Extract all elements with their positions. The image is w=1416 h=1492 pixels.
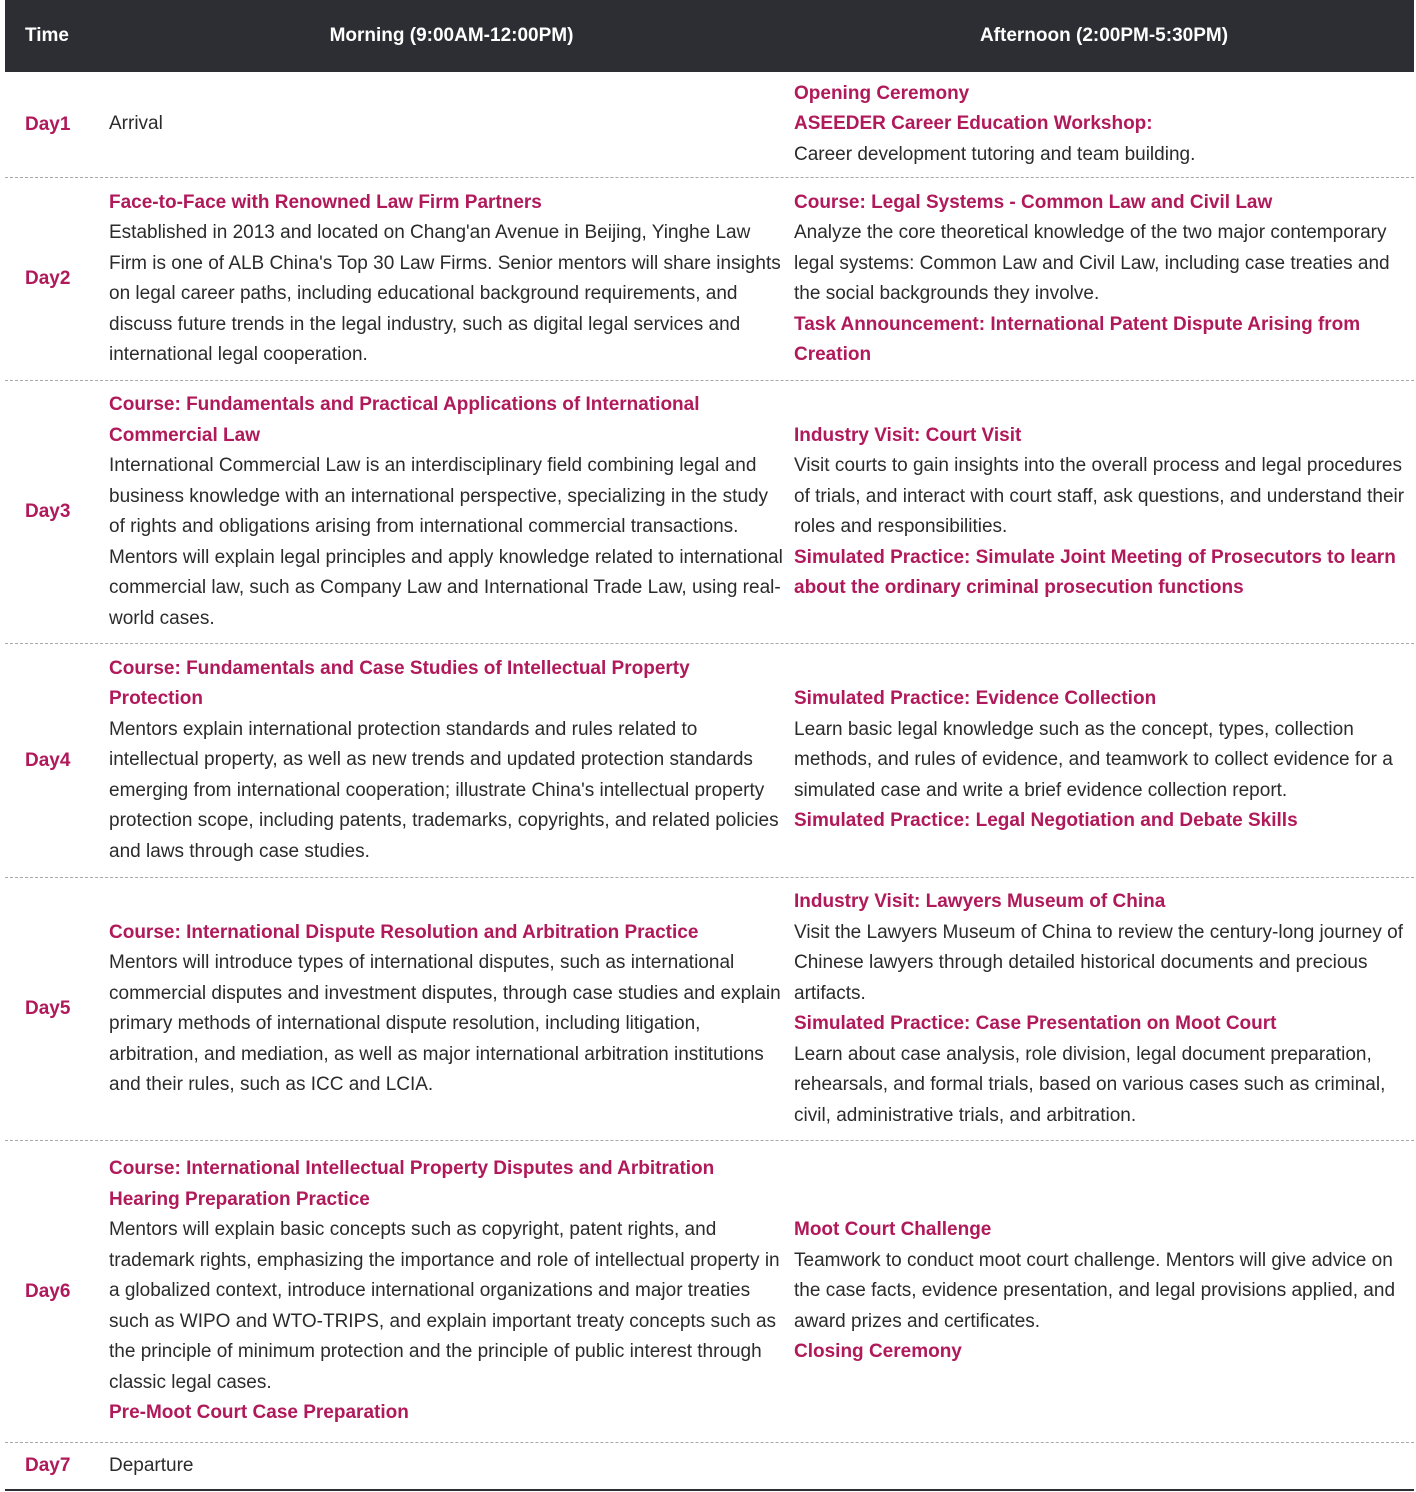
activity-description: Learn basic legal knowledge such as the concept, types, collection methods, and rules of evidence, and teamwork to collect evidence for a simulated case and write a brief evidence collection report. xyxy=(794,718,1393,801)
day-label: Day1 xyxy=(25,113,71,135)
activity-title: Industry Visit: Lawyers Museum of China xyxy=(794,891,1166,912)
day-label: Day7 xyxy=(25,1455,71,1476)
afternoon-cell xyxy=(794,79,1414,171)
table-body xyxy=(5,72,1414,1491)
activity-title: Opening Ceremony xyxy=(794,82,970,104)
header-time: Time xyxy=(25,25,70,46)
morning-cell xyxy=(109,1451,794,1482)
day-label: Day2 xyxy=(25,268,71,289)
activity-title: Pre-Moot Court Case Preparation xyxy=(109,1402,409,1424)
morning-cell xyxy=(109,1154,794,1429)
morning-cell xyxy=(109,109,794,140)
table-row xyxy=(5,381,1414,644)
activity-description: International Commercial Law is an interdisciplinary field combining legal and business knowledge with an international perspective, specializing in the study of rights and obligations arising from international commercial transactions. Mentors will explain legal principles and apply knowledge related to international commercial law, such as Company Law and International Trade Law, using real-world cases. xyxy=(109,455,783,629)
activity-description: Mentors will introduce types of international disputes, such as international commercial disputes and investment disputes, through case studies and explain primary methods of international dispute resolution, including litigation, arbitration, and mediation, as well as major international arbitration institutions and their rules, such as ICC and LCIA. xyxy=(109,952,781,1095)
activity-description: Departure xyxy=(109,1454,194,1476)
activity-description: Career development tutoring and team building. xyxy=(794,143,1196,165)
schedule-table xyxy=(5,0,1414,1491)
activity-title: ASEEDER Career Education Workshop: xyxy=(794,113,1153,135)
day-label: Day3 xyxy=(25,501,71,522)
morning-cell xyxy=(109,390,794,634)
afternoon-cell xyxy=(794,188,1414,371)
table-row xyxy=(5,178,1414,381)
header-morning: Morning (9:00AM-12:00PM) xyxy=(329,25,574,46)
activity-title: Course: Fundamentals and Case Studies of Intellectual Property Protection xyxy=(109,657,690,710)
activity-description: Mentors explain international protection standards and rules related to intellectual property, as well as new trends and updated protection standards emerging from international cooperation; illustrate China's intellectual property protection scope, including patents, trademarks, copyrights, and related policies and laws through case studies. xyxy=(109,718,779,862)
activity-title: Simulated Practice: Evidence Collection xyxy=(794,688,1157,710)
activity-title: Simulated Practice: Simulate Joint Meeting of Prosecutors to learn about the ordinary criminal prosecution functions xyxy=(794,546,1396,598)
activity-title: Closing Ceremony xyxy=(794,1341,962,1363)
table-row xyxy=(5,1141,1414,1443)
morning-cell xyxy=(109,188,794,371)
activity-description: Arrival xyxy=(109,113,163,135)
table-row xyxy=(5,644,1414,878)
activity-title: Course: Fundamentals and Practical Applications of International Commercial Law xyxy=(109,394,700,446)
table-row xyxy=(5,878,1414,1141)
activity-title: Course: Legal Systems - Common Law and Civil Law xyxy=(794,191,1273,213)
table-header xyxy=(5,0,1414,72)
activity-description: Learn about case analysis, role division, legal document preparation, rehearsals, and formal trials, based on various cases such as criminal, civil, administrative trials, and arbitration. xyxy=(794,1043,1386,1126)
table-row xyxy=(5,72,1414,178)
activity-title: Face-to-Face with Renowned Law Firm Partners xyxy=(109,191,542,213)
activity-description: Analyze the core theoretical knowledge of the two major contemporary legal systems: Common Law and Civil Law, including case treaties and the social backgrounds they involve. xyxy=(794,222,1390,304)
day-label: Day4 xyxy=(25,749,71,771)
activity-title: Simulated Practice: Case Presentation on Moot Court xyxy=(794,1013,1277,1034)
morning-cell xyxy=(109,654,794,868)
activity-description: Visit courts to gain insights into the overall process and legal procedures of trials, and interact with court staff, ask questions, and understand their roles and responsibilities. xyxy=(794,455,1405,537)
activity-description: Visit the Lawyers Museum of China to review the century-long journey of Chinese lawyers through detailed historical documents and precious artifacts. xyxy=(794,921,1404,1004)
afternoon-cell xyxy=(794,1215,1414,1368)
activity-description: Teamwork to conduct moot court challenge. Mentors will give advice on the case facts, evidence presentation, and legal provisions applied, and award prizes and certificates. xyxy=(794,1249,1396,1332)
activity-title: Simulated Practice: Legal Negotiation and Debate Skills xyxy=(794,810,1298,832)
activity-description: Established in 2013 and located on Chang'an Avenue in Beijing, Yinghe Law Firm is one of ALB China's Top 30 Law Firms. Senior mentors will share insights on legal career paths, including educational background requirements, and discuss future trends in the legal industry, such as digital legal services and international legal cooperation. xyxy=(109,222,781,365)
activity-description: Mentors will explain basic concepts such as copyright, patent rights, and trademark rights, emphasizing the importance and role of intellectual property in a globalized context, introduce international organizations and major treaties such as WIPO and WTO-TRIPS, and explain important treaty concepts such as the principle of minimum protection and the principle of public interest through classic legal cases. xyxy=(109,1219,780,1393)
header-afternoon: Afternoon (2:00PM-5:30PM) xyxy=(979,25,1229,46)
afternoon-cell xyxy=(794,887,1414,1131)
morning-cell xyxy=(109,918,794,1101)
table-row xyxy=(5,1443,1414,1491)
afternoon-cell xyxy=(794,684,1414,837)
day-label: Day5 xyxy=(25,998,71,1019)
day-label: Day6 xyxy=(25,1280,71,1302)
activity-title: Task Announcement: International Patent Dispute Arising from Creation xyxy=(794,313,1361,365)
activity-title: Course: International Intellectual Property Disputes and Arbitration Hearing Preparation Practice xyxy=(109,1158,715,1210)
activity-title: Industry Visit: Court Visit xyxy=(794,424,1022,446)
activity-title: Moot Court Challenge xyxy=(794,1219,992,1241)
activity-title: Course: International Dispute Resolution and Arbitration Practice xyxy=(109,921,699,943)
afternoon-cell xyxy=(794,421,1414,604)
